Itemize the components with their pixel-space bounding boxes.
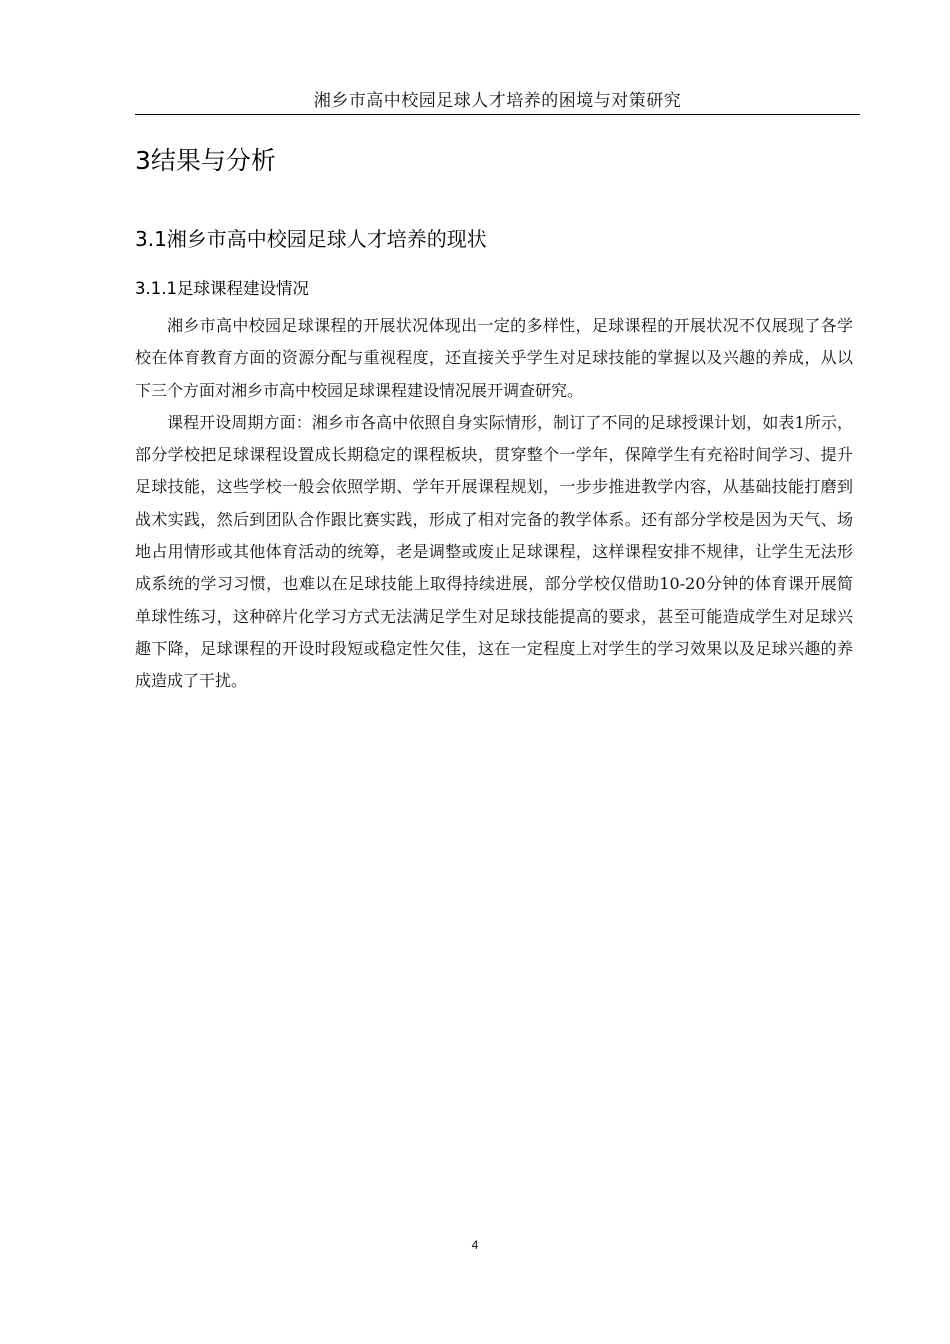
paragraph-intro: 湘乡市高中校园足球课程的开展状况体现出一定的多样性，足球课程的开展状况不仅展现了各学校在体育教育方面的资源分配与重视程度，还直接关乎学生对足球技能的掌握以及兴趣的养成，从以下三个方面对湘乡市高中校园足球课程建设情况展开调查研究。: [135, 316, 853, 400]
chapter-title: 3结果与分析: [135, 146, 276, 175]
page-number: 4: [471, 1238, 479, 1252]
body-text: [135, 310, 853, 698]
section-title: 3.1湘乡市高中校园足球人才培养的现状: [135, 227, 487, 251]
paragraph-course-cycle: 课程开设周期方面：湘乡市各高中依照自身实际情形，制订了不同的足球授课计划，如表1所示，部分学校把足球课程设置成长期稳定的课程板块，贯穿整个一学年，保障学生有充裕时间学习、提升足球技能，这些学校一般会依照学期、学年开展课程规划，一步步推进教学内容，从基础技能打磨到战术实践，然后到团队合作跟比赛实践，形成了相对完备的教学体系。还有部分学校是因为天气、场地占用情形或其他体育活动的统筹，老是调整或废止足球课程，这样课程安排不规律，让学生无法形成系统的学习习惯，也难以在足球技能上取得持续进展，部分学校仅借助10-20分钟的体育课开展简单球性练习，这种碎片化学习方式无法满足学生对足球技能提高的要求，甚至可能造成学生对足球兴趣下降，足球课程的开设时段短或稳定性欠佳，这在一定程度上对学生的学习效果以及足球兴趣的养成造成了干扰。: [135, 412, 853, 691]
subsection-title: 3.1.1足球课程建设情况: [135, 279, 309, 298]
running-header: 湘乡市高中校园足球人才培养的困境与对策研究: [135, 90, 860, 115]
